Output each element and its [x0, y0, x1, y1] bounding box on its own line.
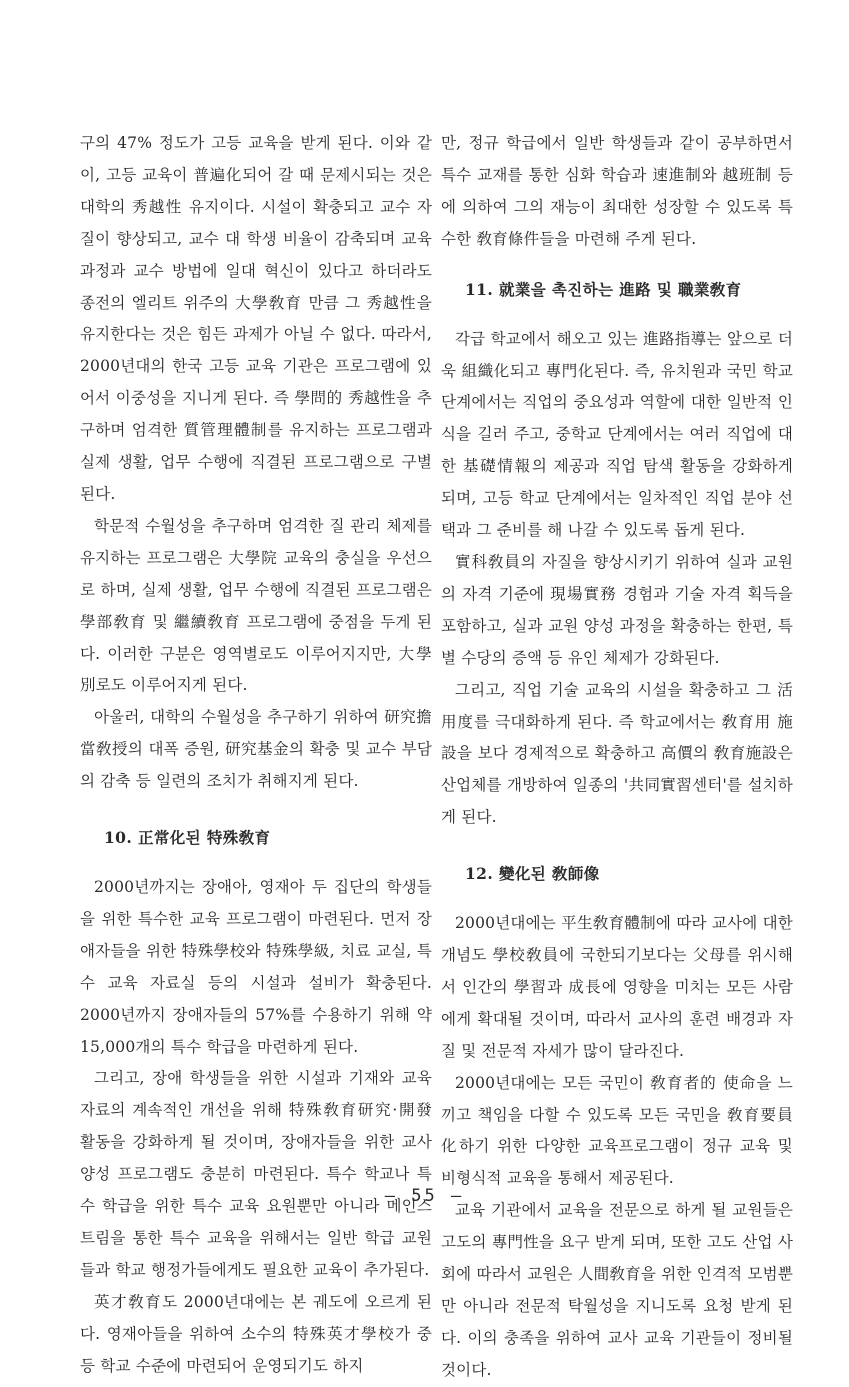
paragraph: 학문적 수월성을 추구하며 엄격한 질 관리 체제를 유지하는 프로그램은 大學院 교육의 충실을 우선으로 하며, 실제 생활, 업무 수행에 직결된 프로그램은 學部敎育 및 繼續敎育 프로그램에 중점을 두게 된다. 이러한 구분은 영역별로도 이루어지지만, 大學別로도 이루어지게 된다. [80, 516, 432, 695]
section-heading-11: 11. 就業을 촉진하는 進路 및 職業敎育 [465, 279, 742, 299]
paragraph: 만, 정규 학급에서 일반 학생들과 같이 공부하면서 특수 교재를 통한 심화 학습과 速進制와 越班制 등에 의하여 그의 재능이 최대한 성장할 수 있도록 특수한 敎育條件들을 마련해 주게 된다. [441, 134, 793, 248]
paragraph: 2000년대에는 平生敎育體制에 따라 교사에 대한 개념도 學校敎員에 국한되기보다는 父母를 위시해서 인간의 學習과 成長에 영향을 미치는 모든 사람에게 확대될 것이며, 따라서 교사의 훈련 배경과 자질 및 전문적 자세가 많이 달라진다. [441, 914, 793, 1060]
paragraph: 그리고, 직업 기술 교육의 시설을 확충하고 그 活用度를 극대화하게 된다. 즉 학교에서는 敎育用 施設을 보다 경제적으로 확충하고 高價의 敎育施設은 산업체를 개방하여 일종의 '共同實習센터'를 설치하게 된다. [441, 680, 793, 827]
paragraph: 2000년대에는 모든 국민이 敎育者的 使命을 느끼고 책임을 다할 수 있도록 모든 국민을 敎育要員化하기 위한 다양한 교육프로그램이 정규 교육 및 비형식적 교육을 통해서 제공된다. [441, 1073, 793, 1188]
section-heading-10: 10. 正常化된 特殊敎育 [104, 828, 271, 848]
paragraph: 각급 학교에서 해오고 있는 進路指導는 앞으로 더욱 組織化되고 專門化된다. 즉, 유치원과 국민 학교 단계에서는 직업의 중요성과 역할에 대한 일반적 인식을 길러 주고, 중학교 단계에서는 여러 직업에 대한 基礎情報의 제공과 직업 탐색 활동을 강화하게 되며, 고등 학교 단계에서는 일차적인 직업 분야 선택과 그 준비를 해 나갈 수 있도록 돕게 된다. [441, 329, 793, 540]
paragraph: 英才敎育도 2000년대에는 본 궤도에 오르게 된다. 영재아들을 위하여 소수의 特殊英才學校가 중등 학교 수준에 마련되어 운영되기도 하지 [80, 1292, 432, 1375]
paragraph: 교육 기관에서 교육을 전문으로 하게 될 교원들은 고도의 專門性을 요구 받게 되며, 또한 고도 산업 사회에 따라서 교원은 人間敎育을 위한 인격적 모범뿐만 아니라 전문적 탁월성을 지니도록 요청 받게 된다. 이의 충족을 위하여 교사 교육 기관들이 정비될 것이다. [441, 1201, 793, 1379]
paragraph: 實科敎員의 자질을 향상시키기 위하여 실과 교원의 자격 기준에 現場實務 경험과 기술 자격 획득을 포함하고, 실과 교원 양성 과정을 확충하는 한편, 특별 수당의 증액 등 유인 체제가 강화된다. [441, 552, 793, 667]
section-heading-12: 12. 變化된 敎師像 [465, 864, 600, 884]
paragraph: 구의 47% 정도가 고등 교육을 받게 된다. 이와 같이, 고등 교육이 普遍化되어 갈 때 문제시되는 것은 대학의 秀越性 유지이다. 시설이 확충되고 교수 자질이 향상되고, 교수 대 학생 비율이 감축되며 교육 과정과 교수 방법에 일대 혁신이 있다고 하더라도 종전의 엘리트 위주의 大學敎育 만큼 그 秀越性을 유지한다는 것은 힘든 과제가 아닐 수 없다. 따라서, 2000년대의 한국 고등 교육 기관은 프로그램에 있어서 이중성을 지니게 된다. 즉 學問的 秀越性을 추구하며 엄격한 質管理體制를 유지하는 프로그램과 실제 생활, 업무 수행에 직결된 프로그램으로 구별된다. [80, 134, 432, 503]
paragraph: 그리고, 장애 학생들을 위한 시설과 기재와 교육 자료의 계속적인 개선을 위해 特殊敎育研究·開發 활동을 강화하게 될 것이며, 장애자들을 위한 교사 양성 프로그램도 충분히 마련된다. 특수 학교나 특수 학급을 위한 특수 교육 요원뿐만 아니라 메인스트림을 통한 특수 교육을 위해서는 일반 학급 교원들과 학교 행정가들에게도 필요한 교육이 추가된다. [80, 1069, 432, 1279]
paragraph: 아울러, 대학의 수월성을 추구하기 위하여 研究擔當敎授의 대폭 증원, 研究基金의 확충 및 교수 부담의 감축 등 일련의 조치가 취해지게 된다. [80, 708, 432, 791]
page-number: — 55 — [384, 1186, 465, 1206]
paragraph: 2000년까지는 장애아, 영재아 두 집단의 학생들을 위한 특수한 교육 프로그램이 마련된다. 먼저 장애자들을 위한 特殊學校와 特殊學級, 치료 교실, 특수 교육 자료실 등의 시설과 설비가 확충된다. 2000년까지 장애자들의 57%를 수용하기 위해 약 15,000개의 특수 학급을 마련하게 된다. [80, 878, 432, 1056]
